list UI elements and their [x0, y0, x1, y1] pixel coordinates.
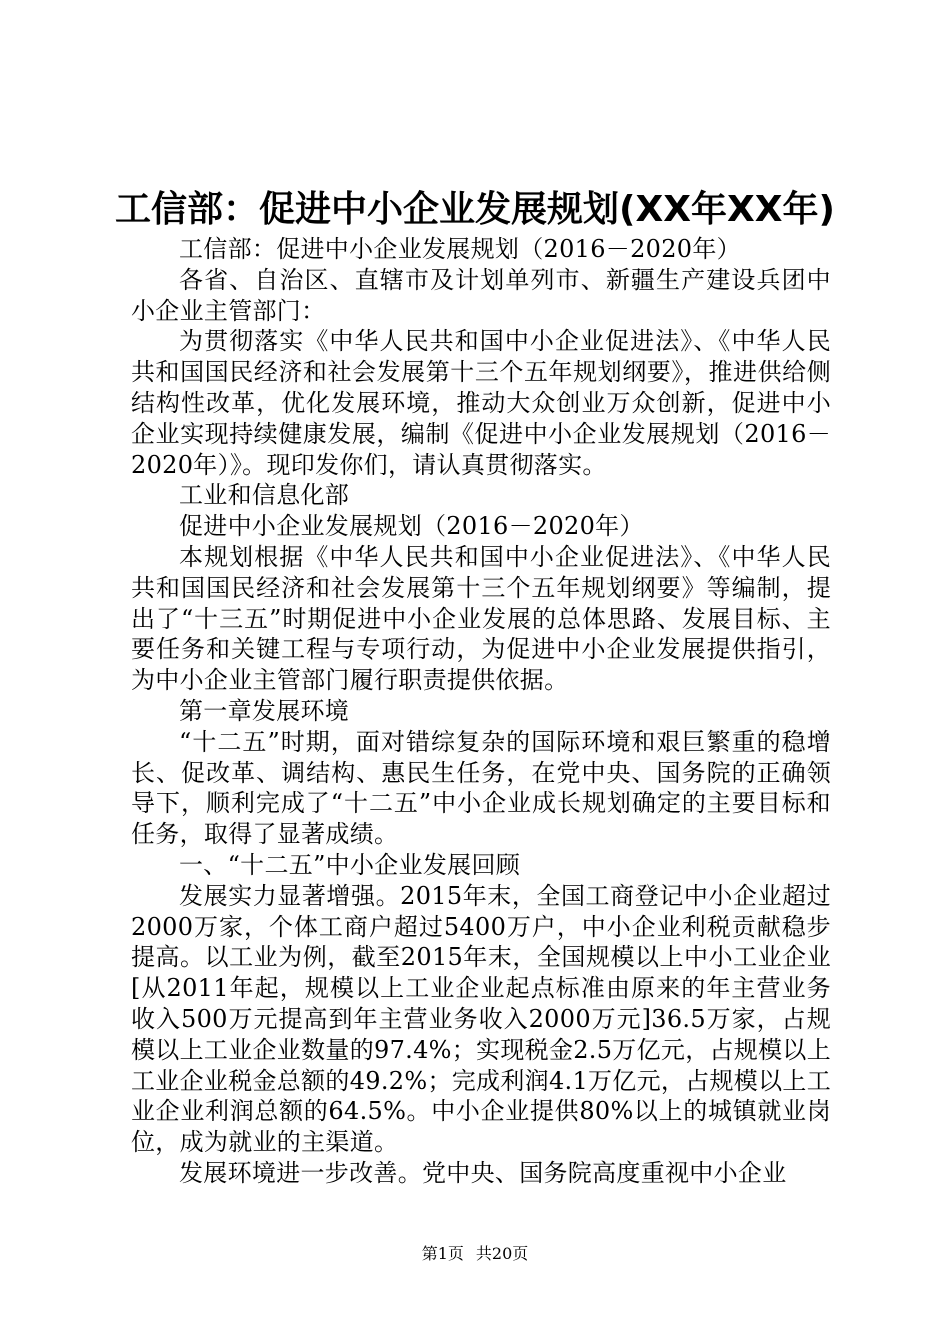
paragraph-environment: 发展环境进一步改善。党中央、国务院高度重视中小企业	[179, 1158, 787, 1187]
page-number: 第1页	[421, 1244, 464, 1263]
paragraph-plan-intro: 本规划根据《中华人民共和国中小企业促进法》、《中华人民共和国国民经济和社会发展第十三个五年规划纲要》等编制，提出了“十三五”时期促进中小企业发展的总体思路、发展目标、主要任务和关键工程与专项行动，为促进中小企业发展提供指引，为中小企业主管部门履行职责提供依据。	[131, 542, 831, 695]
paragraph-section-review: 一、“十二五”中小企业发展回顾	[179, 850, 521, 879]
paragraph-plan-title: 促进中小企业发展规划（2016－2020年）	[179, 512, 644, 541]
paragraph-chapter-one: 第一章发展环境	[179, 696, 350, 725]
page-footer	[0, 1243, 950, 1265]
paragraph-heading-repeat: 工信部：促进中小企业发展规划（2016－2020年）	[179, 235, 741, 263]
paragraph-issuer: 工业和信息化部	[179, 481, 350, 510]
paragraph-notice: 为贯彻落实《中华人民共和国中小企业促进法》、《中华人民共和国国民经济和社会发展第十三个五年规划纲要》，推进供给侧结构性改革，优化发展环境，推动大众创业万众创新，促进中小企业实现持续健康发展，编制《促进中小企业发展规划（2016－2020年）》。现印发你们，请认真贯彻落实。	[131, 327, 831, 479]
page-total: 共20页	[475, 1244, 529, 1263]
paragraph-twelfth-five-year: “十二五”时期，面对错综复杂的国际环境和艰巨繁重的稳增长、促改革、调结构、惠民生任务，在党中央、国务院的正确领导下，顺利完成了“十二五”中小企业成长规划确定的主要目标和任务，取得了显著成绩。	[131, 727, 831, 849]
paragraph-recipients: 各省、自治区、直辖市及计划单列市、新疆生产建设兵团中小企业主管部门：	[131, 265, 831, 325]
document-title: 工信部：促进中小企业发展规划(XX年XX年)	[115, 189, 835, 230]
paragraph-strength: 发展实力显著增强。2015年末，全国工商登记中小企业超过2000万家，个体工商户超过5400万户，中小企业利税贡献稳步提高。以工业为例，截至2015年末，全国规模以上中小工业企业[从2011年起，规模以上工业企业起点标准由原来的年主营业务收入500万元提高到年主营业务收入2000万元]36.5万家，占规模以上工业企业数量的97.4%；实现税金2.5万亿元，占规模以上工业企业税金总额的49.2%；完成利润4.1万亿元，占规模以上工业企业利润总额的64.5%。中小企业提供80%以上的城镇就业岗位，成为就业的主渠道。	[131, 881, 832, 1157]
document-body	[131, 234, 831, 1189]
